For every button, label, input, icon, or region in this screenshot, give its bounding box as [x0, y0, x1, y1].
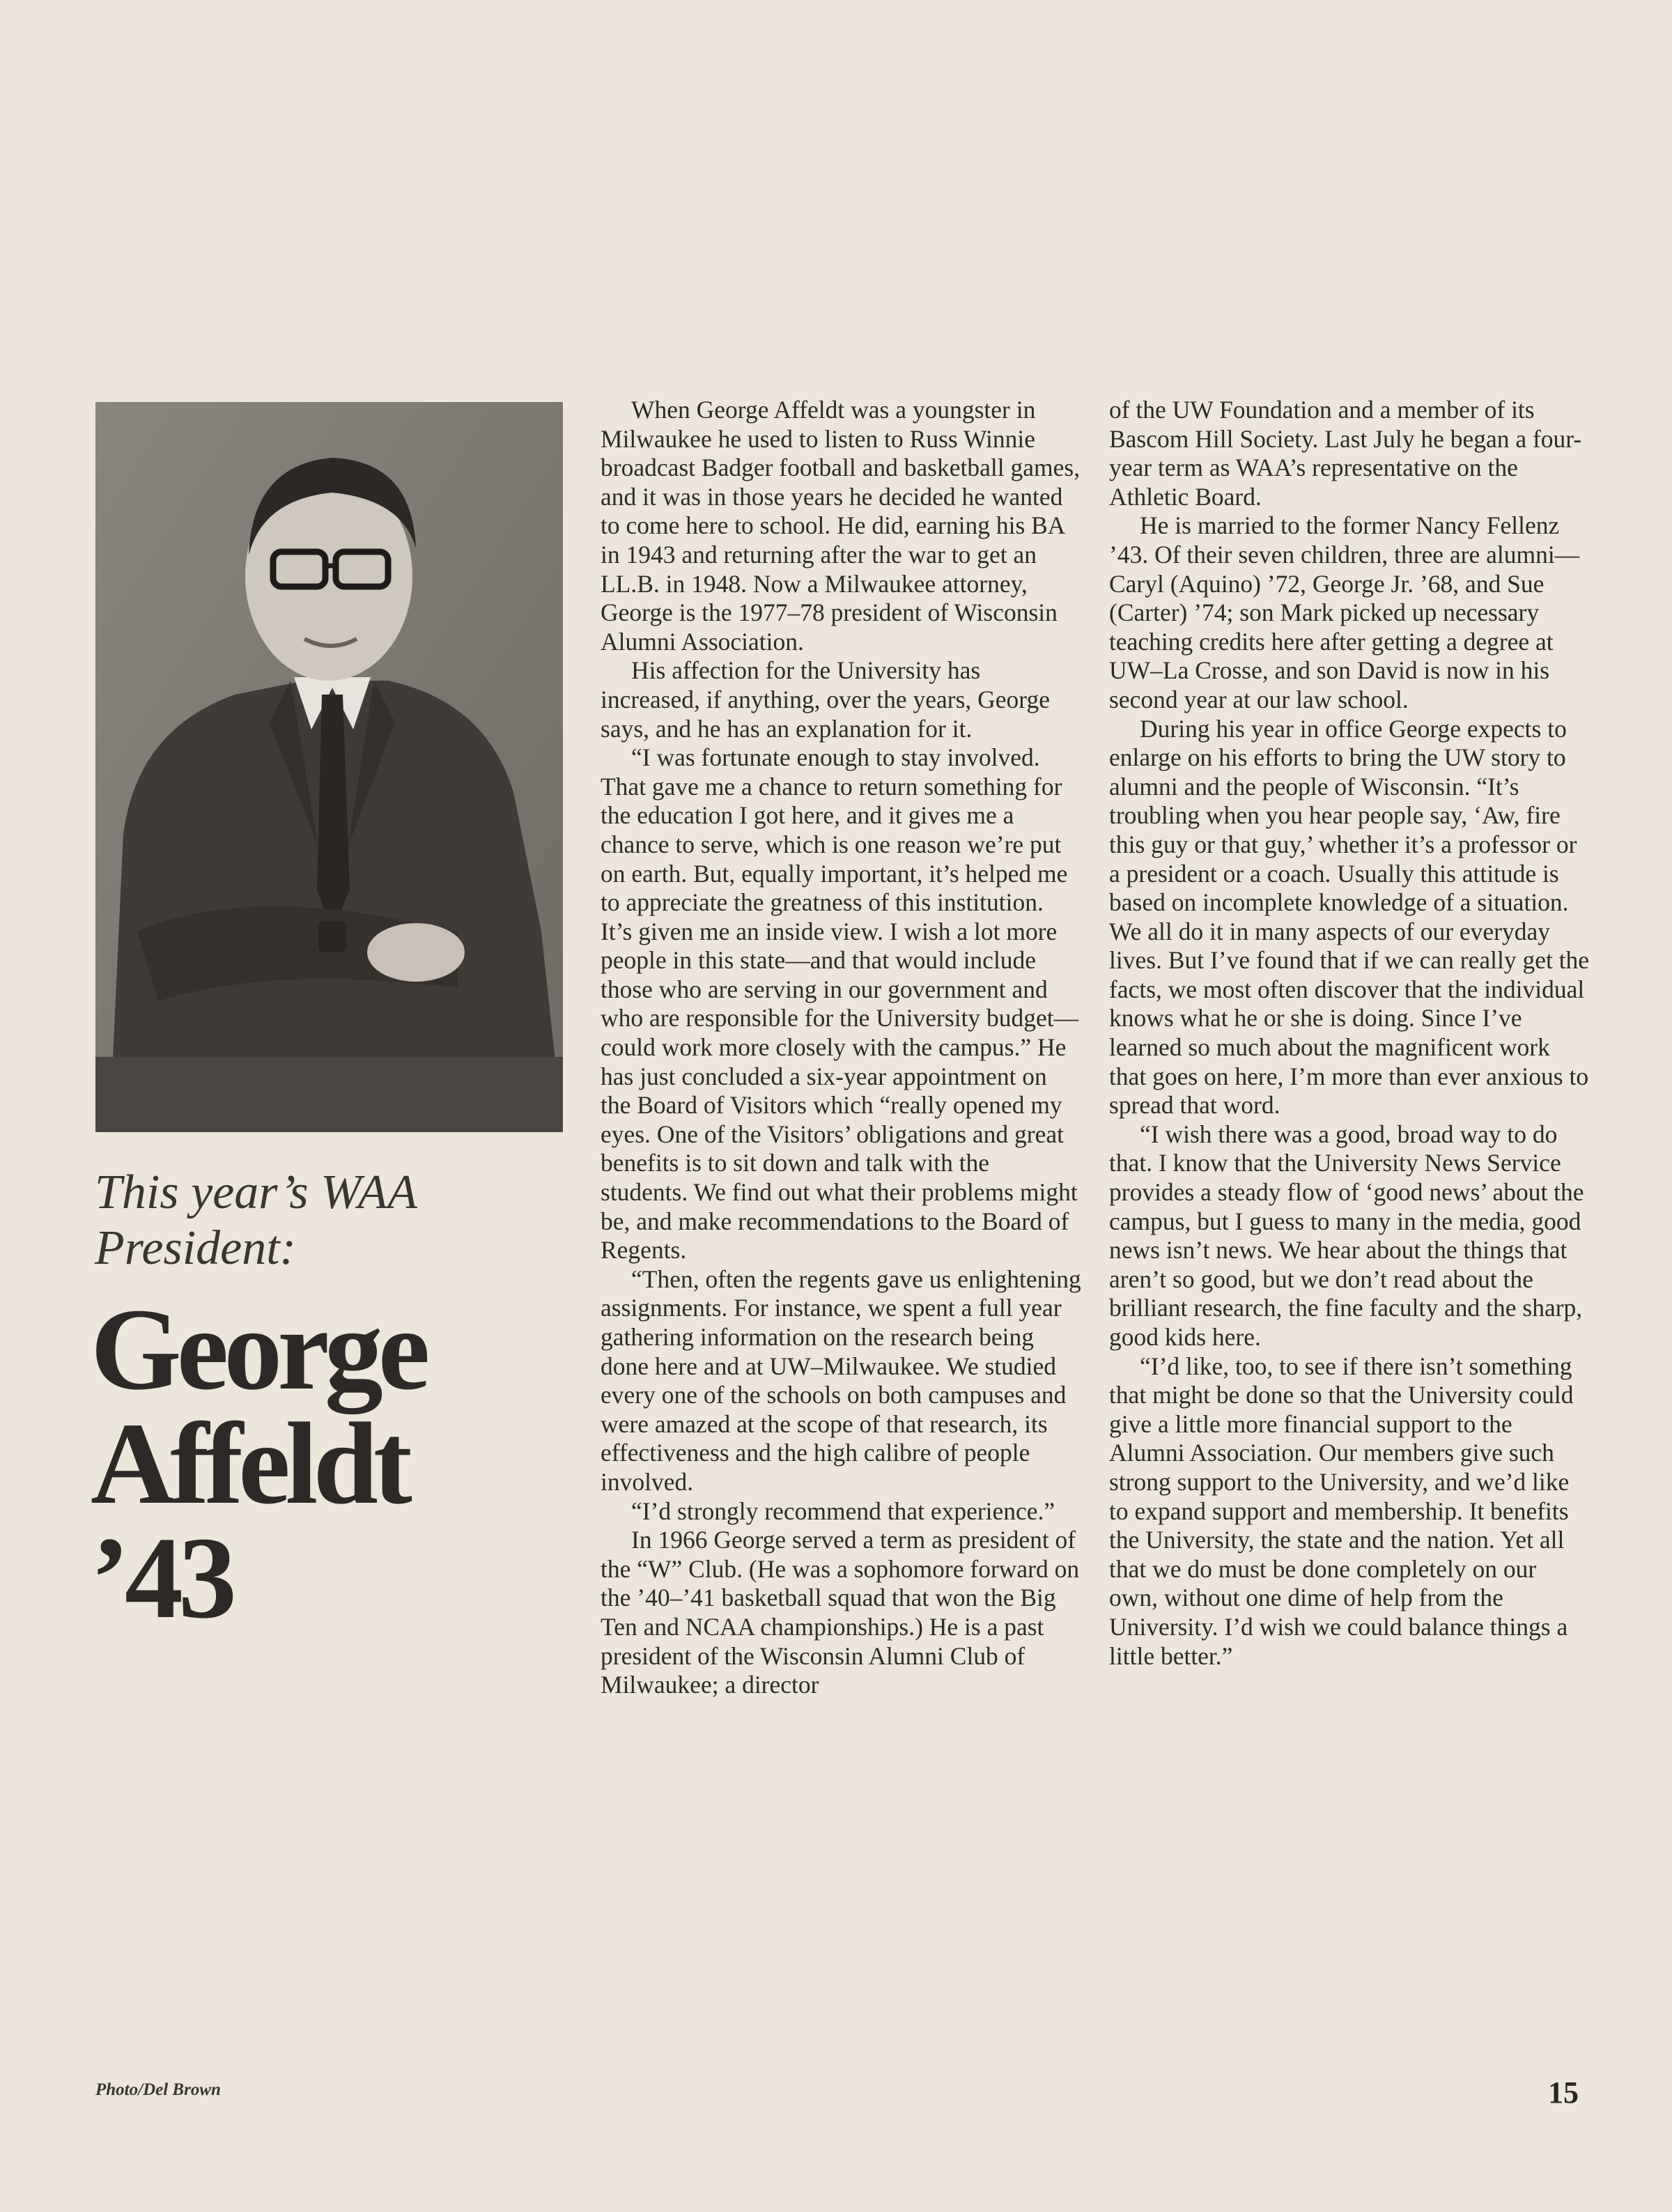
- kicker-line: This year’s WAA: [95, 1166, 418, 1219]
- headline-kicker: [95, 1165, 541, 1276]
- paragraph: “Then, often the regents gave us enlightening assignments. For instance, we spent a full year gathering information on the research being done here and at UW–Milwaukee. We studied every one of the schools on both campuses and were amazed at the scope of that research, its effectiveness and the high calibre of people involved.: [601, 1264, 1081, 1496]
- paragraph: He is married to the former Nancy Fellenz ’43. Of their seven children, three are alumni—Caryl (Aquino) ’72, George Jr. ’68, and Sue (Carter) ’74; son Mark picked up necessary teaching credits here after getting a degree at UW–La Crosse, and son David is now in his second year at our law school.: [1109, 511, 1580, 713]
- name-line: ’43: [91, 1513, 232, 1643]
- paragraph: “I’d like, too, to see if there isn’t something that might be done so that the University could give a little more financial support to the Alumni Association. Our members give such strong support to the University, and we’d like to expand support and membership. It benefits the University, the state and the nation. Yet all that we do must be done completely on our own, without one dime of help from the University. I’d wish we could balance things a little better.”: [1109, 1352, 1574, 1670]
- paragraph: During his year in office George expects to enlarge on his efforts to bring the UW story to alumni and the people of Wisconsin. “It’s troubling when you hear people say, ‘Aw, fire this guy or that guy,’ whether it’s a professor or a president or a coach. Usually this attitude is based on incomplete knowledge of a situation. We all do it in many aspects of our everyday lives. But I’ve found that if we can really get the facts, we most often discover that the individual knows what he or she is doing. Since I’ve learned so much about the magnificent work that goes on here, I’m more than ever anxious to spread that word.: [1109, 714, 1590, 1120]
- headline-name: [91, 1285, 550, 1643]
- paragraph: His affection for the University has increased, if anything, over the years, George says, and he has an explanation for it.: [601, 656, 1050, 743]
- name-line: George: [91, 1285, 426, 1414]
- name-line: Affeldt: [91, 1399, 408, 1529]
- kicker-line: President:: [95, 1221, 296, 1275]
- photo-credit: Photo/Del Brown: [95, 2080, 221, 2099]
- paragraph: When George Affeldt was a youngster in Milwaukee he used to listen to Russ Winnie broadcast Badger football and basketball games, and it was in those years he decided he wanted to come here to school. He did, earning his BA in 1943 and returning after the war to get an LL.B. in 1948. Now a Milwaukee attorney, George is the 1977–78 president of Wisconsin Alumni Association.: [601, 396, 1081, 656]
- article-column-1: [601, 396, 1081, 1700]
- paragraph: of the UW Foundation and a member of its Bascom Hill Society. Last July he began a four-year term as WAA’s representative on the Athletic Board.: [1109, 396, 1582, 511]
- page-number: 15: [1548, 2075, 1579, 2110]
- paragraph: “I was fortunate enough to stay involved. That gave me a chance to return something for the education I got here, and it gives me a chance to serve, which is one reason we’re put on earth. But, equally important, it’s helped me to appreciate the greatness of this institution. It’s given me an inside view. I wish a lot more people in this state—and that would include those who are serving in our government and who are responsible for the University budget—could work more closely with the campus.” He has just concluded a six-year appointment on the Board of Visitors which “really opened my eyes. One of the Visitors’ obligations and great benefits is to sit down and talk with the students. We find out what their problems might be, and make recommendations to the Board of Regents.: [601, 743, 1079, 1264]
- paragraph: “I’d strongly recommend that experience.”: [631, 1496, 1055, 1525]
- article-column-2: [1109, 396, 1590, 1671]
- paragraph: In 1966 George served a term as president of the “W” Club. (He was a sophomore forward on the ’40–’41 basketball squad that won the Big Ten and NCAA championships.) He is a past president of the Wisconsin Alumni Club of Milwaukee; a director: [601, 1526, 1080, 1699]
- portrait-photo: [95, 402, 563, 1132]
- paragraph: “I wish there was a good, broad way to do that. I know that the University News Service provides a steady flow of ‘good news’ about the campus, but I guess to many in the media, good news isn’t news. We hear about the things that aren’t so good, but we don’t read about the brilliant research, the fine faculty and the sharp, good kids here.: [1109, 1120, 1584, 1351]
- portrait-illustration: [95, 402, 563, 1132]
